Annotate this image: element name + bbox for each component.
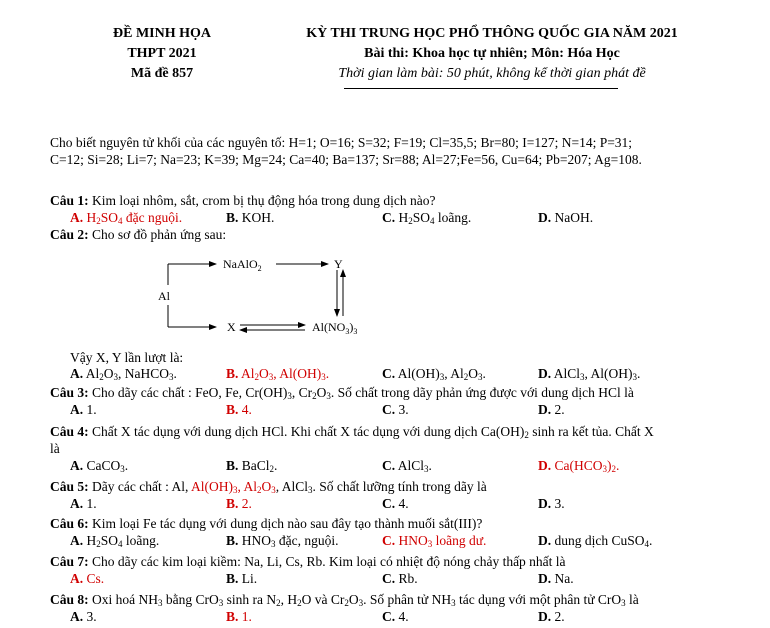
question-7 (50, 554, 566, 570)
exam-type: ĐỀ MINH HỌA (113, 26, 211, 41)
q6-option-c[interactable]: C. $HNO_3$ loãng dư. (382, 533, 487, 549)
question-7-number: Câu 7: (50, 554, 89, 569)
question-7-text: Cho dãy các kim loại kiềm: Na, Li, Cs, Rb. Kim loại có nhiệt độ nóng chảy thấp nhất là (92, 554, 566, 569)
q3-option-d[interactable]: D. 2. (538, 402, 565, 417)
q6-option-b[interactable]: B. $HNO_3$ đặc, nguội. (226, 533, 339, 549)
q2-option-c[interactable]: C. $Al(OH)_3$, $Al_2O_3$. (382, 366, 486, 382)
question-5-number: Câu 5: (50, 479, 89, 494)
q5-option-d[interactable]: D. 3. (538, 496, 565, 511)
question-6 (50, 516, 482, 532)
question-4: Câu 4: Chất X tác dụng với dung dịch HCl. Khi chất X tác dụng với dung dịch $Ca(OH)_2$ sinh ra kết tủa. Chất X (50, 424, 654, 440)
q5-option-c[interactable]: C. 4. (382, 496, 409, 511)
q1-option-a[interactable]: A. $H_2SO_4$ đặc nguội. (70, 210, 183, 226)
question-3: Câu 3: Cho dãy các chất : FeO, Fe, $Cr(OH)_3$, $Cr_2O_3$. Số chất trong dãy phản ứng được với dung dịch HCl là (50, 385, 634, 401)
q1-option-b[interactable]: B. KOH. (226, 210, 275, 225)
q3-option-b[interactable]: B. 4. (226, 402, 252, 417)
q3-option-a[interactable]: A. 1. (70, 402, 97, 417)
question-5: Câu 5: Dãy các chất : Al, $Al(OH)_3$, $Al_2O_3$, AlCl$_3$. Số chất lưỡng tính trong dãy là (50, 479, 487, 495)
q4-option-b[interactable]: B. BaCl$_2$. (226, 458, 278, 474)
q2-option-b[interactable]: B. $Al_2O_3$, $Al(OH)_3$. (226, 366, 330, 382)
question-6-number: Câu 6: (50, 516, 89, 531)
reaction-diagram (150, 250, 400, 350)
question-3-number: Câu 3: (50, 385, 89, 400)
q4-option-d[interactable]: D. $Ca(HCO_3)_2$. (538, 458, 620, 474)
question-4-number: Câu 4: (50, 424, 89, 439)
question-2-text: Cho sơ đồ phản ứng sau: (92, 227, 227, 242)
exam-subject: Bài thi: Khoa học tự nhiên; Môn: Hóa Học (364, 46, 620, 61)
exam-code: Mã đề 857 (130, 66, 194, 81)
q2-option-d[interactable]: D. AlCl$_3$, $Al(OH)_3$. (538, 366, 641, 382)
q7-option-b[interactable]: B. Li. (226, 571, 258, 586)
question-8-number: Câu 8: (50, 592, 89, 607)
question-1 (50, 193, 435, 209)
exam-title: KỲ THI TRUNG HỌC PHỔ THÔNG QUỐC GIA NĂM 2021 (306, 26, 678, 41)
question-1-number: Câu 1: (50, 193, 89, 208)
exam-year: THPT 2021 (127, 46, 197, 61)
intro-line-2: C=12; Si=28; Li=7; Na=23; K=39; Mg=24; Ca=40; Ba=137; Sr=88; Al=27;Fe=56, Cu=64; Pb=207; Ag=108. (50, 152, 642, 167)
exam-time: Thời gian làm bài: 50 phút, không kể thời gian phát đề (338, 66, 646, 81)
question-4-text-cont: là (50, 441, 60, 456)
q8-option-c[interactable]: C. 4. (382, 609, 409, 624)
q2-option-a[interactable]: A. $Al_2O_3$, NaHCO$_3$. (70, 366, 177, 382)
question-1-text: Kim loại nhôm, sắt, crom bị thụ động hóa trong dung dịch nào? (92, 193, 436, 208)
question-2-ask: Vậy X, Y lần lượt là: (70, 350, 184, 365)
q6-option-a[interactable]: A. $H_2SO_4$ loãng. (70, 533, 160, 549)
q6-option-d[interactable]: D. dung dịch CuSO$_4$. (538, 533, 653, 549)
diagram-x: X (227, 320, 236, 334)
q7-option-a[interactable]: A. Cs. (70, 571, 105, 586)
q5-option-a[interactable]: A. 1. (70, 496, 97, 511)
q1-option-c[interactable]: C. $H_2SO_4$ loãng. (382, 210, 472, 226)
question-8: Câu 8: Oxi hoá $NH_3$ bằng CrO$_3$ sinh ra $N_2$, $H_2O$ và $Cr_2O_3$. Số phân tử $NH_3$ tác dụng với một phân tử CrO$_3$ là (50, 592, 639, 608)
diagram-naalo2: NaAlO$_2$ (223, 257, 262, 273)
question-2 (50, 227, 226, 243)
question-6-text: Kim loại Fe tác dụng với dung dịch nào sau đây tạo thành muối sắt(III)? (92, 516, 483, 531)
intro-line-1: Cho biết nguyên tử khối của các nguyên tố: H=1; O=16; S=32; F=19; Cl=35,5; Br=80; I=127; N=14; P=31; (50, 135, 633, 150)
q8-option-b[interactable]: B. 1. (226, 609, 252, 624)
question-2-number: Câu 2: (50, 227, 89, 242)
q7-option-c[interactable]: C. Rb. (382, 571, 418, 586)
q8-option-a[interactable]: A. 3. (70, 609, 97, 624)
diagram-y: Y (334, 257, 343, 271)
q7-option-d[interactable]: D. Na. (538, 571, 574, 586)
q3-option-c[interactable]: C. 3. (382, 402, 409, 417)
diagram-alno3: $Al(NO_3)_3$ (312, 320, 358, 336)
header-underline (344, 88, 618, 89)
q8-option-d[interactable]: D. 2. (538, 609, 565, 624)
q4-option-c[interactable]: C. AlCl$_3$. (382, 458, 432, 474)
q5-option-b[interactable]: B. 2. (226, 496, 252, 511)
q1-option-d[interactable]: D. NaOH. (538, 210, 594, 225)
diagram-al: Al (158, 289, 170, 303)
q4-option-a[interactable]: A. CaCO$_3$. (70, 458, 129, 474)
